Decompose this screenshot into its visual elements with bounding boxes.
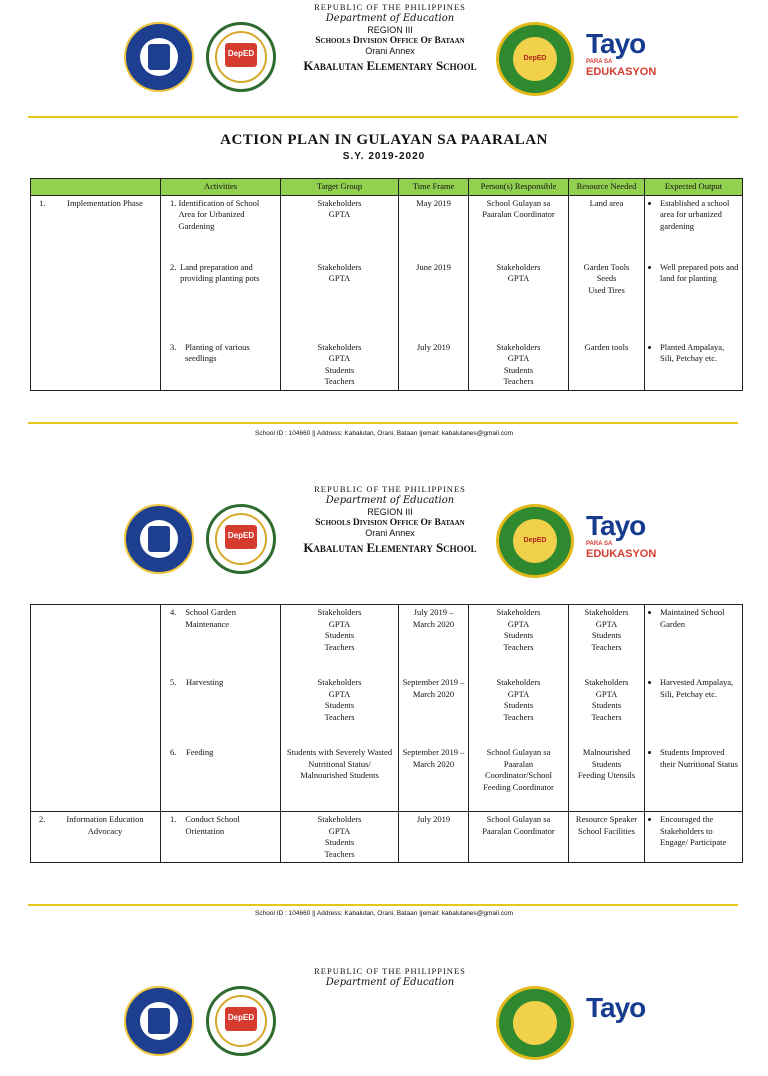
col-resource-needed: Resource Needed [569, 179, 645, 196]
region-line: REGION III [367, 25, 413, 35]
deped-seal-logo [124, 504, 194, 574]
division-line: Schools Division Office Of Bataan [315, 36, 465, 46]
letterhead-text [250, 0, 530, 74]
deped-seal-logo [124, 986, 194, 1056]
letterhead [0, 0, 768, 112]
col-time-frame: Time Frame [399, 179, 469, 196]
deped-seal-logo [124, 22, 194, 92]
phase-cell: 2. Information Education Advocacy [31, 812, 161, 863]
school-name: Kabalutan Elementary School [303, 58, 477, 73]
school-seal-logo [496, 986, 574, 1060]
tayo-para-sa-edukasyon-logo: Tayo [586, 992, 646, 1023]
plan-title: ACTION PLAN IN GULAYAN SA PAARALAN [220, 132, 548, 148]
letterhead [0, 964, 768, 1076]
plan-title-block [0, 132, 768, 162]
col-person-responsible: Person(s) Responsible [469, 179, 569, 196]
republic-line: REPUBLIC OF THE PHILIPPINES [314, 2, 466, 12]
letterhead-text: REPUBLIC OF THE PHILIPPINES Department of Education REGION III Schools Division Office Of Bataan Orani Annex Kabalutan Elementary School [250, 482, 530, 556]
table-row: 4. School Garden Maintenance 5. Harvesting 6. Feeding Stakeholders GPTA Students Teachers Stakeholders GPTA Students Teachers Students with Severely Wasted Nutritional Status/ Malnourished Students July 2019 – March 2020 September 2019 – March 2020 September 2019 – March 2020 Stakeholders GPTA Students Teachers Stakeholders GPTA Students Teachers School Gulayan sa Paaralan Coordinator/School Feeding Coordinator Stakeholders GPTA Students Teachers Stakeholders GPTA Students Teachers Malnourished Students Feeding Utensils • Maintained School Garden • Harvested Ampalaya, Sili, Petchay etc. • Students Improved their Nutritional Status [31, 605, 743, 812]
footer-text: School ID : 104660 || Address: Kabalutan, Orani, Bataan ||email: kabalutanes@gmail.com [255, 910, 513, 917]
footer-divider [28, 904, 738, 906]
department-line: Department of Education [325, 13, 455, 24]
col-expected-output: Expected Output [645, 179, 743, 196]
table-row: 2. Information Education Advocacy 1. Conduct School Orientation Stakeholders GPTA Students Teachers July 2019 School Gulayan sa Paaralan Coordinator Resource Speaker School Facilities • Encouraged the Stakeholders to Engage/ Participate [31, 812, 743, 863]
footer-text: School ID : 104660 || Address: Kabalutan, Orani, Bataan ||email: kabalutanes@gmail.com [255, 430, 513, 437]
annex-line: Orani Annex [365, 46, 415, 56]
tayo-para-sa-edukasyon-logo: Tayo PARA SA EDUKASYON [586, 28, 657, 78]
division-seal-logo: DepED [206, 504, 276, 574]
action-plan-table-1 [30, 178, 743, 391]
col-target-group: Target Group [281, 179, 399, 196]
action-plan-table-2 [30, 604, 743, 863]
footer-divider [28, 422, 738, 424]
table-header-row [31, 179, 743, 196]
tayo-para-sa-edukasyon-logo: Tayo PARA SA EDUKASYON [586, 510, 657, 560]
letterhead-text: REPUBLIC OF THE PHILIPPINES Department of Education [314, 966, 466, 988]
division-seal-logo: DepED [206, 986, 276, 1056]
division-seal-logo: DepED [206, 22, 276, 92]
school-year: S.Y. 2019-2020 [342, 151, 426, 162]
table-row: 1. Implementation Phase 1. Identification of School Area for Urbanized Gardening 2. Land preparation and providing planting pots 3. Planting of various seedlings Stakeholders GPTA Stakeholders GPTA Stakeholders GPTA Students Teachers May 2019 June 2019 July 2019 School Gulayan sa Paaralan Coordinator Stakeholders GPTA Stakeholders GPTA Students Teachers Land area Garden Tools Seeds Used Tires Garden tools • Established a school area for urbanized gardening • Well prepared pots and land for planting • Planted Ampalaya, Sili, Petchay etc. [31, 195, 743, 390]
school-seal-logo: DepED [496, 504, 574, 578]
letterhead [0, 482, 768, 594]
col-activities: Activities [161, 179, 281, 196]
school-name: Kabalutan Elementary School [303, 540, 477, 555]
header-divider [28, 116, 738, 118]
phase-cell: 1. Implementation Phase [31, 195, 161, 390]
school-seal-logo: DepED [496, 22, 574, 96]
